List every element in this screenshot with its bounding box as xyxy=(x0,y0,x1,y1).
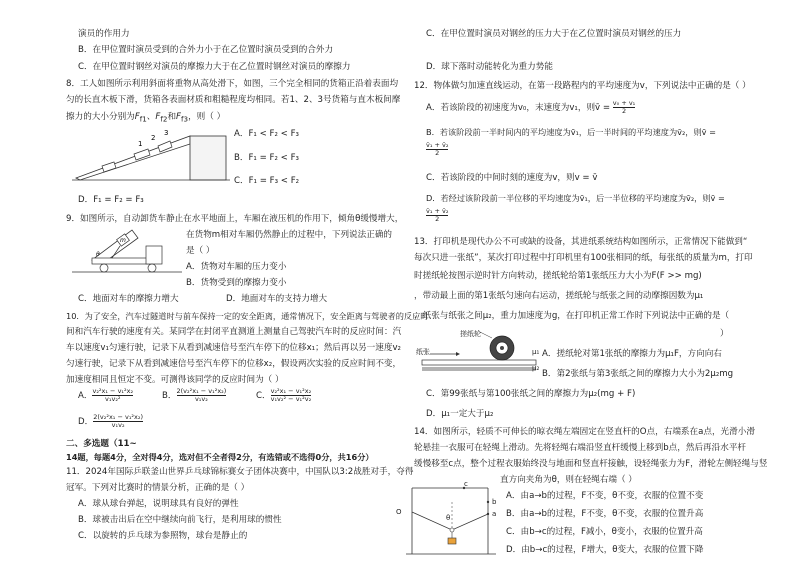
question-9: 9．如图所示，自动卸货车静止在水平地面上，车厢在液压机的作用下，倾角θ缓慢增大， xyxy=(66,214,404,224)
text-line: 演员的作用力 xyxy=(78,29,130,39)
box-1 xyxy=(102,162,116,172)
text-line: 车以速度v₁匀速行驶，记录下从看到减速信号至汽车停下的位移x₁；然后再以另一速度v₂ xyxy=(66,343,401,353)
question-8: 8．工人如图所示利用斜面将重物从高处滑下，如图，三个完全相同的货箱正沿着表面均 xyxy=(66,79,399,89)
text-line: 间和汽车行驶的速度有关。某同学在封闭平直测道上测量自己驾驶汽车时的反应时间：汽 xyxy=(66,327,402,337)
question-10: 10．为了安全，汽车过隧道时与前车保持一定的安全距离，通常情况下，安全距离与驾驶者的反应时 xyxy=(66,311,429,321)
q13-option-d: D．μ₁一定大于μ₂ xyxy=(426,409,494,419)
q11-option-a: A．球从球台弹起，说明球具有良好的弹性 xyxy=(78,499,239,509)
q10-option-d: D． $\frac{\text{2(v₂²x₁ − v₁²x₂)}}{\text{v₁v₂}}$ xyxy=(78,413,144,429)
q12-option-c: C．若该阶段的中间时刻的速度为v，则v = v̄ xyxy=(426,173,598,183)
text-line: 是（ ） xyxy=(186,246,215,256)
q8-incline-figure xyxy=(72,122,232,182)
q13-option-a: A．搓纸轮对第1张纸的摩擦力为μ₁F，方向向右 xyxy=(542,349,722,359)
question-13: 13．打印机是现代办公不可或缺的设备，其进纸系统结构如图所示，正常情况下能做到“ xyxy=(414,237,748,247)
q9-option-d: D．地面对车的支持力增大 xyxy=(226,294,328,304)
option-c: C．在甲位置时钢丝对演员的摩擦力大于在乙位置时钢丝对演员的摩擦力 xyxy=(78,62,351,72)
point-a-label: a xyxy=(492,510,497,518)
q14-clothesline-figure xyxy=(402,482,504,558)
point-o-label: O xyxy=(396,508,402,516)
box-label-3: 3 xyxy=(164,129,169,137)
section-heading: 二、多选题（11~ xyxy=(66,439,137,449)
text-line: 时搓纸轮按图示逆时针方向转动，搓纸轮给第1张纸压力大小为F(F >> mg) xyxy=(414,271,702,281)
q14-option-c: C．由b→c的过程，F减小，θ变小，衣服的位置升高 xyxy=(506,527,703,537)
q8-option-c: C．F₁ = F₃ < F₂ xyxy=(234,176,300,186)
text-line: 冠军。下列对比赛时的情景分析，正确的是（ ） xyxy=(66,483,250,493)
question-14: 14．如图所示，轻质不可伸长的晾衣绳左端固定在竖直杆的O点，右端系在a点，光滑小滑 xyxy=(414,427,755,437)
option-c: C．在甲位置时演员对钢丝的压力大于在乙位置时演员对钢丝的压力 xyxy=(426,29,682,39)
q13-option-b: B．第2张纸与第3张纸之间的摩擦力大小为2μ₂mg xyxy=(542,369,734,379)
text-line: 直方向夹角为θ，则在轻绳右端（ ） xyxy=(500,475,637,485)
text-line: 匀的长直木板下滑，货箱各表面材质和粗糙程度均相同。若1、2、3号货箱与直木板间摩 xyxy=(66,95,401,105)
clothes-weight xyxy=(448,538,456,544)
option-b: B．在甲位置时演员受到的合外力小于在乙位置时演员受到的合外力 xyxy=(78,45,334,55)
q11-option-b: B．球被击出后在空中继续向前飞行，是利用球的惯性 xyxy=(78,515,282,525)
q8-option-a: A．F₁ < F₂ < F₃ xyxy=(234,129,299,139)
option-d: D．球下落时动能转化为重力势能 xyxy=(426,62,553,72)
text-line: 每次只进一张纸”，某次打印过程中打印机里有100张相同的纸，每张纸的质量为m，打印 xyxy=(414,253,753,263)
mu1-label: μ₁ xyxy=(532,348,540,356)
box-label-1: 1 xyxy=(138,140,143,148)
q9-truck-figure xyxy=(72,226,184,278)
q8-option-d: D．F₁ = F₂ = F₃ xyxy=(78,195,144,205)
text-line: ） xyxy=(720,329,729,339)
text-line: ，带动最上面的第1张纸匀速向右运动，搓纸轮与纸张之间的动摩擦因数为μ₁ xyxy=(414,291,704,301)
q9-option-b: B．货物受到的摩擦力变小 xyxy=(186,278,287,288)
text-line: ，纸张与纸张之间μ₂，重力加速度为g，在打印机正常工作时下列说法中正确的是（ xyxy=(414,311,730,321)
q11-option-c: C．以旋转的乒乓球为参照物，球台是静止的 xyxy=(78,531,248,541)
q10-option-b: B． $\frac{\text{2(v₂²x₁ − v₁²x₂)}}{\text{v₁v₂}}$ xyxy=(162,387,227,403)
mass-label: m xyxy=(120,237,126,244)
q10-option-a: A． $\frac{\text{v₂²x₁ − v₁²x₂}}{\text{v₁v₂²}}$ xyxy=(78,387,134,403)
q14-option-a: A．由a→b的过程，F不变，θ不变，衣服的位置不变 xyxy=(506,491,704,501)
question-12: 12．物体做匀加速直线运动，在第一段路程内的平均速度为v，下列说法中正确的是（ ） xyxy=(414,81,751,91)
point-c-label: c xyxy=(464,480,468,488)
q9-option-a: A．货物对车厢的压力变小 xyxy=(186,262,287,272)
q12-option-d: D．若经过该阶段前一半位移的平均速度为v̄₁，后一半位移的平均速度为v̄₂，则v̄ = xyxy=(426,193,725,203)
q14-option-b: B．由a→b的过程，F不变，θ不变，衣服的位置升高 xyxy=(506,509,704,519)
q12-option-b: B．若该阶段前一半时间内的平均速度为v̄₁，后一半时间的平均速度为v̄₂，则v̄ = xyxy=(426,127,716,137)
mu2-label: μ₂ xyxy=(532,364,540,372)
text-line: 加速度相同且恒定不变。可测得该同学的反应时间为（ ） xyxy=(66,375,284,385)
theta-label: θ xyxy=(446,514,451,522)
q12-option-b-fraction: $\frac{\text{v̄₁ + v̄₂}}{2}$ xyxy=(426,141,449,157)
wheel-label: 搓纸轮 xyxy=(460,330,481,338)
theta-label: θ xyxy=(96,251,100,258)
text-line: 匀速行驶，记录下从看到减速信号至汽车停下的位移x₂，假设两次实验的反应时间不变， xyxy=(66,359,402,369)
paper-label: 纸张 xyxy=(416,348,430,356)
text-line: 轮悬挂一衣服可在轻绳上滑动。先将轻绳右端沿竖直杆缓慢上移到b点，然后再沿水平杆 xyxy=(414,443,747,453)
q8-option-b: B．F₁ = F₂ < F₃ xyxy=(234,153,299,163)
q13-option-c: C．第99张纸与第100张纸之间的摩擦力为μ₂(mg + F) xyxy=(426,389,636,399)
q14-option-d: D．由b→c的过程，F增大，θ变大，衣服的位置下降 xyxy=(506,545,704,555)
box-label-2: 2 xyxy=(151,134,156,142)
text-line: 擦力的大小分别为$F_{f1}$、$F_{f2}$和$F_{f3}$，则（ ） xyxy=(66,112,226,124)
q12-option-a: A．若该阶段的初速度为v₀，末速度为v₁，则v̄ = $\frac{\text{v₀ + v₁}}{2}$ xyxy=(426,99,636,115)
text-line: 在货物m相对车厢仍然静止的过程中，下列说法正确的 xyxy=(186,230,393,240)
q12-option-d-fraction: $\frac{\text{v̄₁ + v̄₂}}{2}$ xyxy=(426,207,449,223)
section-heading-rules: 14题，每题4分，全对得4分，选对但不全者得2分，有选错或不选得0分，共16分） xyxy=(66,452,374,462)
question-11: 11．2024年国际乒联釜山世界乒乓球锦标赛女子团体决赛中，中国队以3:2战胜对手，夺得 xyxy=(66,467,414,477)
text-line: 缓慢移至c点，整个过程衣服始终没与地面和竖直杆接触，设轻绳张力为F，滑轮左侧轻绳与竖 xyxy=(414,459,768,469)
q10-option-c: C． $\frac{\text{v₂²x₁ − v₁²x₂}}{\text{v₁v₂² − v₁²v₂}}$ xyxy=(256,387,312,403)
point-b-label: b xyxy=(492,498,497,506)
q9-option-c: C．地面对车的摩擦力增大 xyxy=(78,294,179,304)
